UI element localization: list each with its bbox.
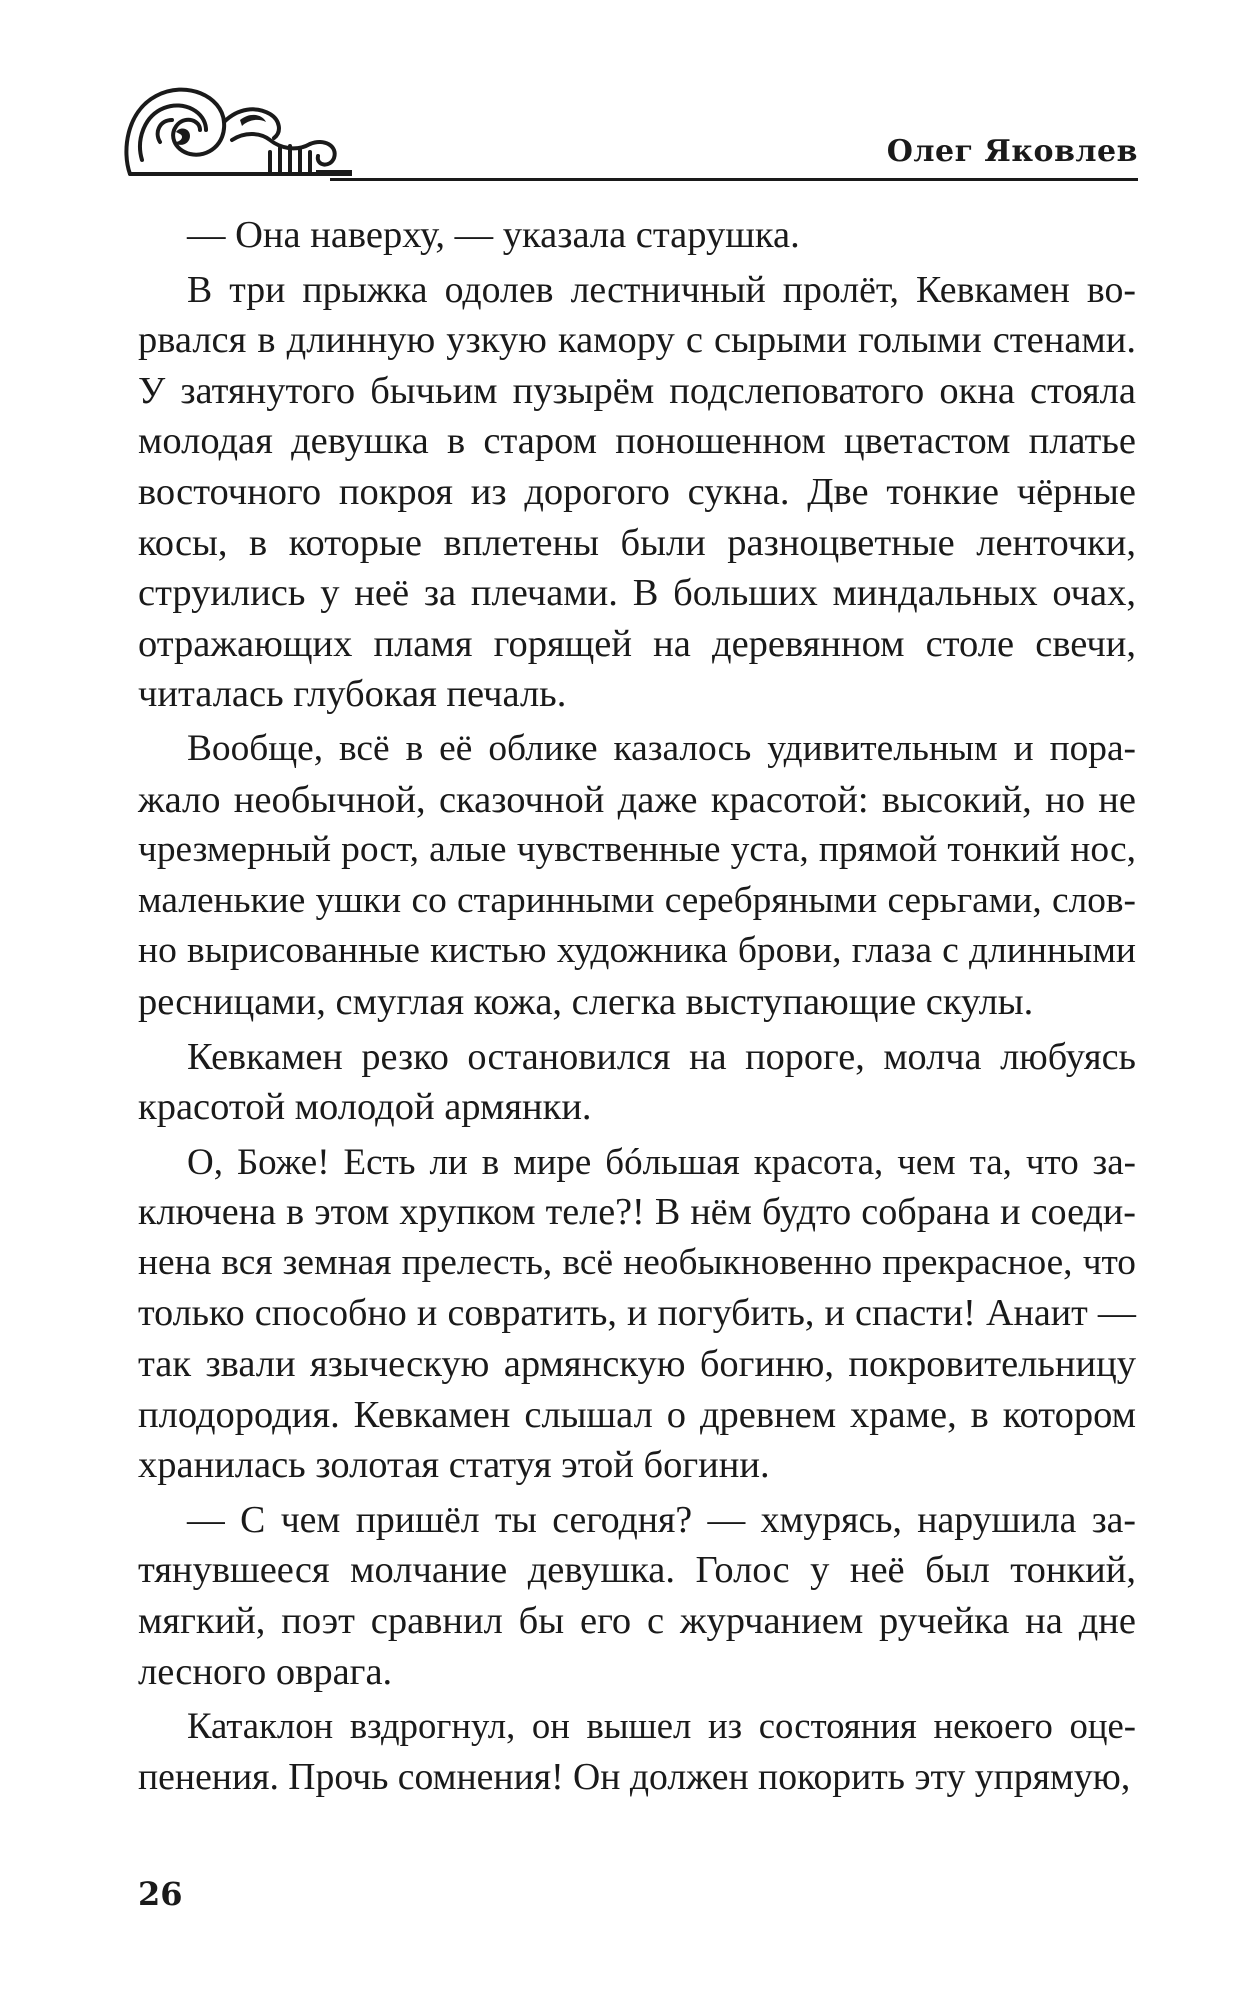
text-line: Кевкамен резко остановился на пороге, молча любуясь	[187, 1035, 1136, 1078]
text-line: красотой молодой армянки.	[138, 1086, 592, 1129]
text-line: но вырисованные кистью художника брови, глаза с длинными	[138, 930, 1136, 972]
paragraph	[138, 265, 1136, 720]
text-line: маленькие ушки со старинными серебряными серьгами, слов-	[138, 879, 1136, 921]
text-line: пенения. Прочь сомнения! Он должен покорить эту упрямую,	[138, 1755, 1131, 1798]
page-number: 26	[138, 1875, 183, 1913]
text-line: лесного оврага.	[138, 1650, 393, 1693]
text-line: ключена в этом хрупком теле?! В нём будто собрана и соеди-	[138, 1191, 1136, 1234]
text-line: — Она наверху, — указала старушка.	[187, 214, 800, 256]
text-line: мягкий, поэт сравнил бы его с журчанием ручейка на дне	[138, 1600, 1136, 1643]
text-line: рвался в длинную узкую камору с сырыми голыми стенами.	[138, 319, 1136, 362]
text-line: ресницами, смуглая кожа, слегка выступающие скулы.	[138, 980, 1034, 1023]
text-line: У затянутого бычьим пузырём подслеповатого окна стояла	[138, 369, 1136, 412]
text-line: жало необычной, сказочной даже красотой: высокий, но не	[138, 778, 1136, 821]
text-line: чрезмерный рост, алые чувственные уста, прямой тонкий нос,	[138, 829, 1136, 871]
text-line: молодая девушка в старом поношенном цветастом платье	[138, 420, 1136, 463]
text-line: нена вся земная прелесть, всё необыкновенно прекрасное, что	[138, 1241, 1136, 1283]
text-line: отражающих пламя горящей на деревянном столе свечи,	[138, 622, 1136, 665]
text-line: хранилась золотая статуя этой богини.	[138, 1444, 770, 1487]
header-rule	[330, 178, 1138, 181]
text-line: В три прыжка одолев лестничный пролёт, Кевкамен во-	[187, 268, 1136, 311]
text-line: струились у неё за плечами. В больших миндальных очах,	[138, 572, 1136, 615]
running-head: Олег Яковлев	[886, 134, 1138, 169]
text-line: — С чем пришёл ты сегодня? — хмурясь, нарушила за-	[187, 1498, 1136, 1541]
text-line: косы, в которые вплетены были разноцветные ленточки,	[138, 521, 1136, 564]
paragraph	[138, 1032, 1136, 1133]
text-line: так звали языческую армянскую богиню, покровительницу	[138, 1343, 1136, 1386]
body-text	[138, 210, 1136, 1806]
text-line: Вообще, всё в её облике казалось удивительным и пора-	[187, 727, 1136, 769]
text-line: тянувшееся молчание девушка. Голос у неё был тонкий,	[138, 1549, 1136, 1592]
page-header	[120, 82, 1138, 182]
text-line: читалась глубокая печаль.	[138, 673, 567, 716]
text-line: только способно и совратить, и погубить, и спасти! Анаит —	[138, 1292, 1136, 1335]
paragraph	[138, 1137, 1136, 1491]
text-line: Катаклон вздрогнул, он вышел из состояния некоего оце-	[187, 1705, 1136, 1747]
paragraph	[138, 1495, 1136, 1697]
ornament-icon	[120, 82, 352, 182]
paragraph	[138, 210, 1136, 261]
paragraph	[138, 724, 1136, 1028]
text-line: О, Боже! Есть ли в мире бóльшая красота, чем та, что за-	[187, 1140, 1136, 1182]
text-line: восточного покроя из дорогого сукна. Две тонкие чёрные	[138, 470, 1136, 513]
text-line: плодородия. Кевкамен слышал о древнем храме, в котором	[138, 1393, 1136, 1436]
paragraph	[138, 1701, 1136, 1802]
